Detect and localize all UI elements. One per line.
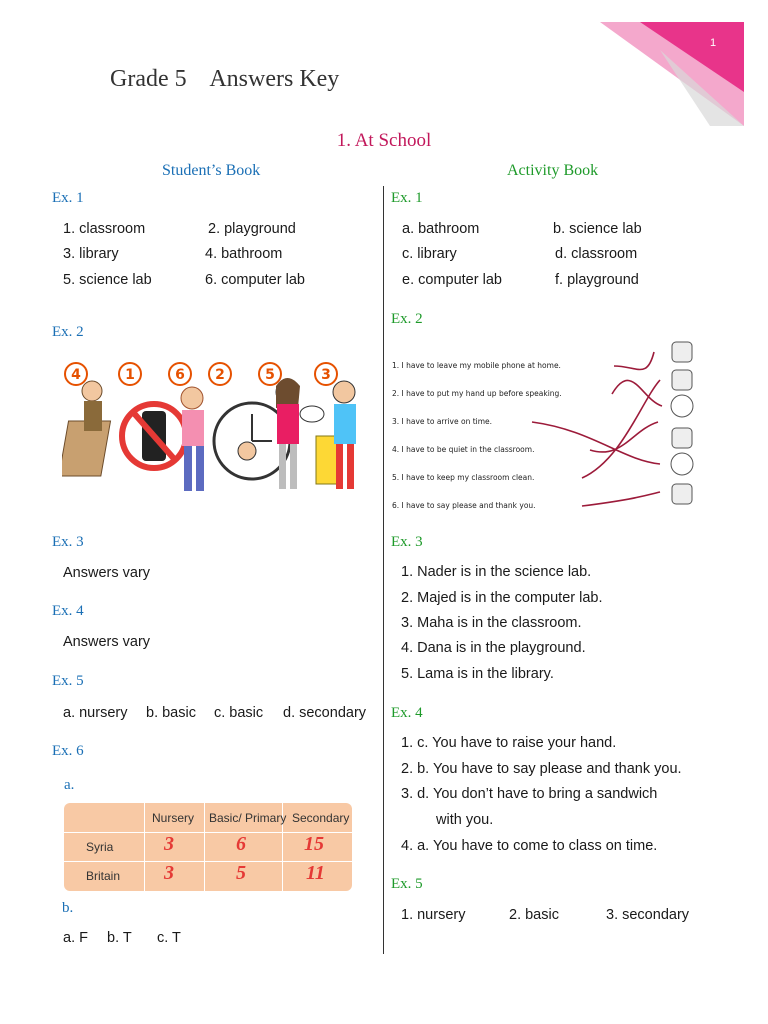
ab-ex3-item: 4. Dana is in the playground. bbox=[401, 640, 586, 656]
table-value: 6 bbox=[236, 833, 246, 855]
sb-ex6-b-item: a. F bbox=[63, 930, 88, 946]
ex2-number: 6 bbox=[175, 367, 185, 383]
ab-ex1-label: Ex. 1 bbox=[391, 190, 423, 206]
ab-ex1-item: f. playground bbox=[555, 272, 639, 288]
sb-ex6-b-item: c. T bbox=[157, 930, 181, 946]
sb-ex3-label: Ex. 3 bbox=[52, 534, 84, 550]
sb-ex5-item: d. secondary bbox=[283, 705, 367, 721]
sb-ex1-item: 6. computer lab bbox=[205, 272, 305, 288]
ab-ex4-item: 1. c. You have to raise your hand. bbox=[401, 735, 617, 751]
sb-ex5-item: a. nursery bbox=[63, 705, 128, 721]
ab-ex1-item: b. science lab bbox=[553, 221, 642, 237]
sb-ex1-item: 2. playground bbox=[208, 221, 296, 237]
sb-ex1-item: 4. bathroom bbox=[205, 246, 283, 262]
table-header: Basic/ Primary bbox=[209, 811, 287, 825]
match-line bbox=[582, 380, 660, 478]
ab-ex1-item: c. library bbox=[402, 246, 457, 262]
grade-label: Grade 5 bbox=[110, 66, 187, 92]
table-value: 3 bbox=[164, 833, 174, 855]
ab-ex4-item: 2. b. You have to say please and thank you. bbox=[401, 761, 682, 777]
match-line bbox=[614, 352, 654, 370]
ab-ex3-item: 5. Lama is in the library. bbox=[401, 666, 554, 682]
column-divider bbox=[383, 186, 384, 954]
table-value: 5 bbox=[236, 862, 246, 884]
ab-ex1-item: a. bathroom bbox=[402, 221, 480, 237]
matching-sentence: 6. I have to say please and thank you. bbox=[392, 501, 536, 510]
ab-ex1-item: d. classroom bbox=[555, 246, 638, 262]
ab-ex3-item: 2. Majed is in the computer lab. bbox=[401, 590, 603, 606]
sb-ex2-illustration bbox=[62, 356, 362, 496]
ab-ex3-item: 1. Nader is in the science lab. bbox=[401, 564, 592, 580]
table-header: Secondary bbox=[292, 811, 350, 825]
matching-sentence: 3. I have to arrive on time. bbox=[392, 417, 493, 426]
ab-ex3-label: Ex. 3 bbox=[391, 534, 423, 550]
page-number: 1 bbox=[710, 37, 717, 49]
ab-ex4-item: 3. d. You don’t have to bring a sandwich bbox=[401, 786, 658, 802]
sb-ex6-b-item: b. T bbox=[107, 930, 132, 946]
matching-sentence: 2. I have to put my hand up before speaking. bbox=[392, 389, 562, 398]
ab-ex3-item: 3. Maha is in the classroom. bbox=[401, 615, 582, 631]
ab-ex5-item: 1. nursery bbox=[401, 907, 466, 923]
matching-picture bbox=[672, 342, 692, 362]
sb-ex6-part-b: b. bbox=[62, 900, 74, 916]
ab-ex1-item: e. computer lab bbox=[402, 272, 502, 288]
students-book-heading: Student’s Book bbox=[162, 162, 261, 179]
ex2-number: 3 bbox=[321, 367, 331, 383]
activity-book-heading: Activity Book bbox=[507, 162, 599, 179]
match-line bbox=[532, 422, 660, 464]
ab-ex4-item: 4. a. You have to come to class on time. bbox=[401, 838, 658, 854]
sb-ex1-item: 3. library bbox=[63, 246, 119, 262]
matching-picture bbox=[672, 428, 692, 448]
ex2-number: 4 bbox=[71, 367, 81, 383]
matching-picture bbox=[671, 395, 693, 417]
sb-ex3-text: Answers vary bbox=[63, 565, 151, 581]
matching-sentence: 4. I have to be quiet in the classroom. bbox=[392, 445, 535, 454]
sb-ex1-label: Ex. 1 bbox=[52, 190, 84, 206]
ab-ex5-item: 3. secondary bbox=[606, 907, 690, 923]
sb-ex5-item: c. basic bbox=[214, 705, 264, 721]
matching-picture bbox=[672, 484, 692, 504]
unit-title: 1. At School bbox=[336, 130, 432, 151]
corner-decoration bbox=[600, 22, 748, 128]
page-title bbox=[110, 66, 357, 93]
matching-picture bbox=[672, 370, 692, 390]
school-rules-picture bbox=[62, 356, 362, 496]
sb-ex5-item: b. basic bbox=[146, 705, 196, 721]
ab-ex4-item: with you. bbox=[436, 812, 494, 828]
answers-key-label: Answers Key bbox=[209, 66, 340, 92]
ab-ex2-label: Ex. 2 bbox=[391, 311, 423, 327]
sb-ex5-label: Ex. 5 bbox=[52, 673, 84, 689]
match-line bbox=[612, 380, 662, 406]
ex2-number: 5 bbox=[265, 367, 275, 383]
table-row-label: Syria bbox=[86, 840, 114, 854]
matching-sentence: 5. I have to keep my classroom clean. bbox=[392, 473, 535, 482]
sb-ex6-table bbox=[64, 803, 352, 891]
sb-ex4-label: Ex. 4 bbox=[52, 603, 84, 619]
ab-ex4-label: Ex. 4 bbox=[391, 705, 423, 721]
ab-ex5-item: 2. basic bbox=[509, 907, 559, 923]
sb-ex2-label: Ex. 2 bbox=[52, 324, 84, 340]
table-row-label: Britain bbox=[86, 869, 121, 883]
sb-ex4-text: Answers vary bbox=[63, 634, 151, 650]
table-header: Nursery bbox=[152, 811, 195, 825]
ex2-number: 2 bbox=[215, 367, 225, 383]
sb-ex6-part-a: a. bbox=[64, 777, 75, 793]
matching-picture bbox=[671, 453, 693, 475]
ab-ex2-matching bbox=[392, 340, 708, 516]
ex2-number: 1 bbox=[125, 367, 135, 383]
table-value: 11 bbox=[306, 862, 325, 884]
sb-ex1-item: 1. classroom bbox=[63, 221, 146, 237]
sb-ex6-label: Ex. 6 bbox=[52, 743, 84, 759]
table-value: 3 bbox=[164, 862, 174, 884]
match-line bbox=[582, 492, 660, 506]
matching-sentence: 1. I have to leave my mobile phone at home. bbox=[392, 361, 561, 370]
sb-ex1-item: 5. science lab bbox=[63, 272, 152, 288]
table-value: 15 bbox=[304, 833, 324, 855]
ab-ex5-label: Ex. 5 bbox=[391, 876, 423, 892]
